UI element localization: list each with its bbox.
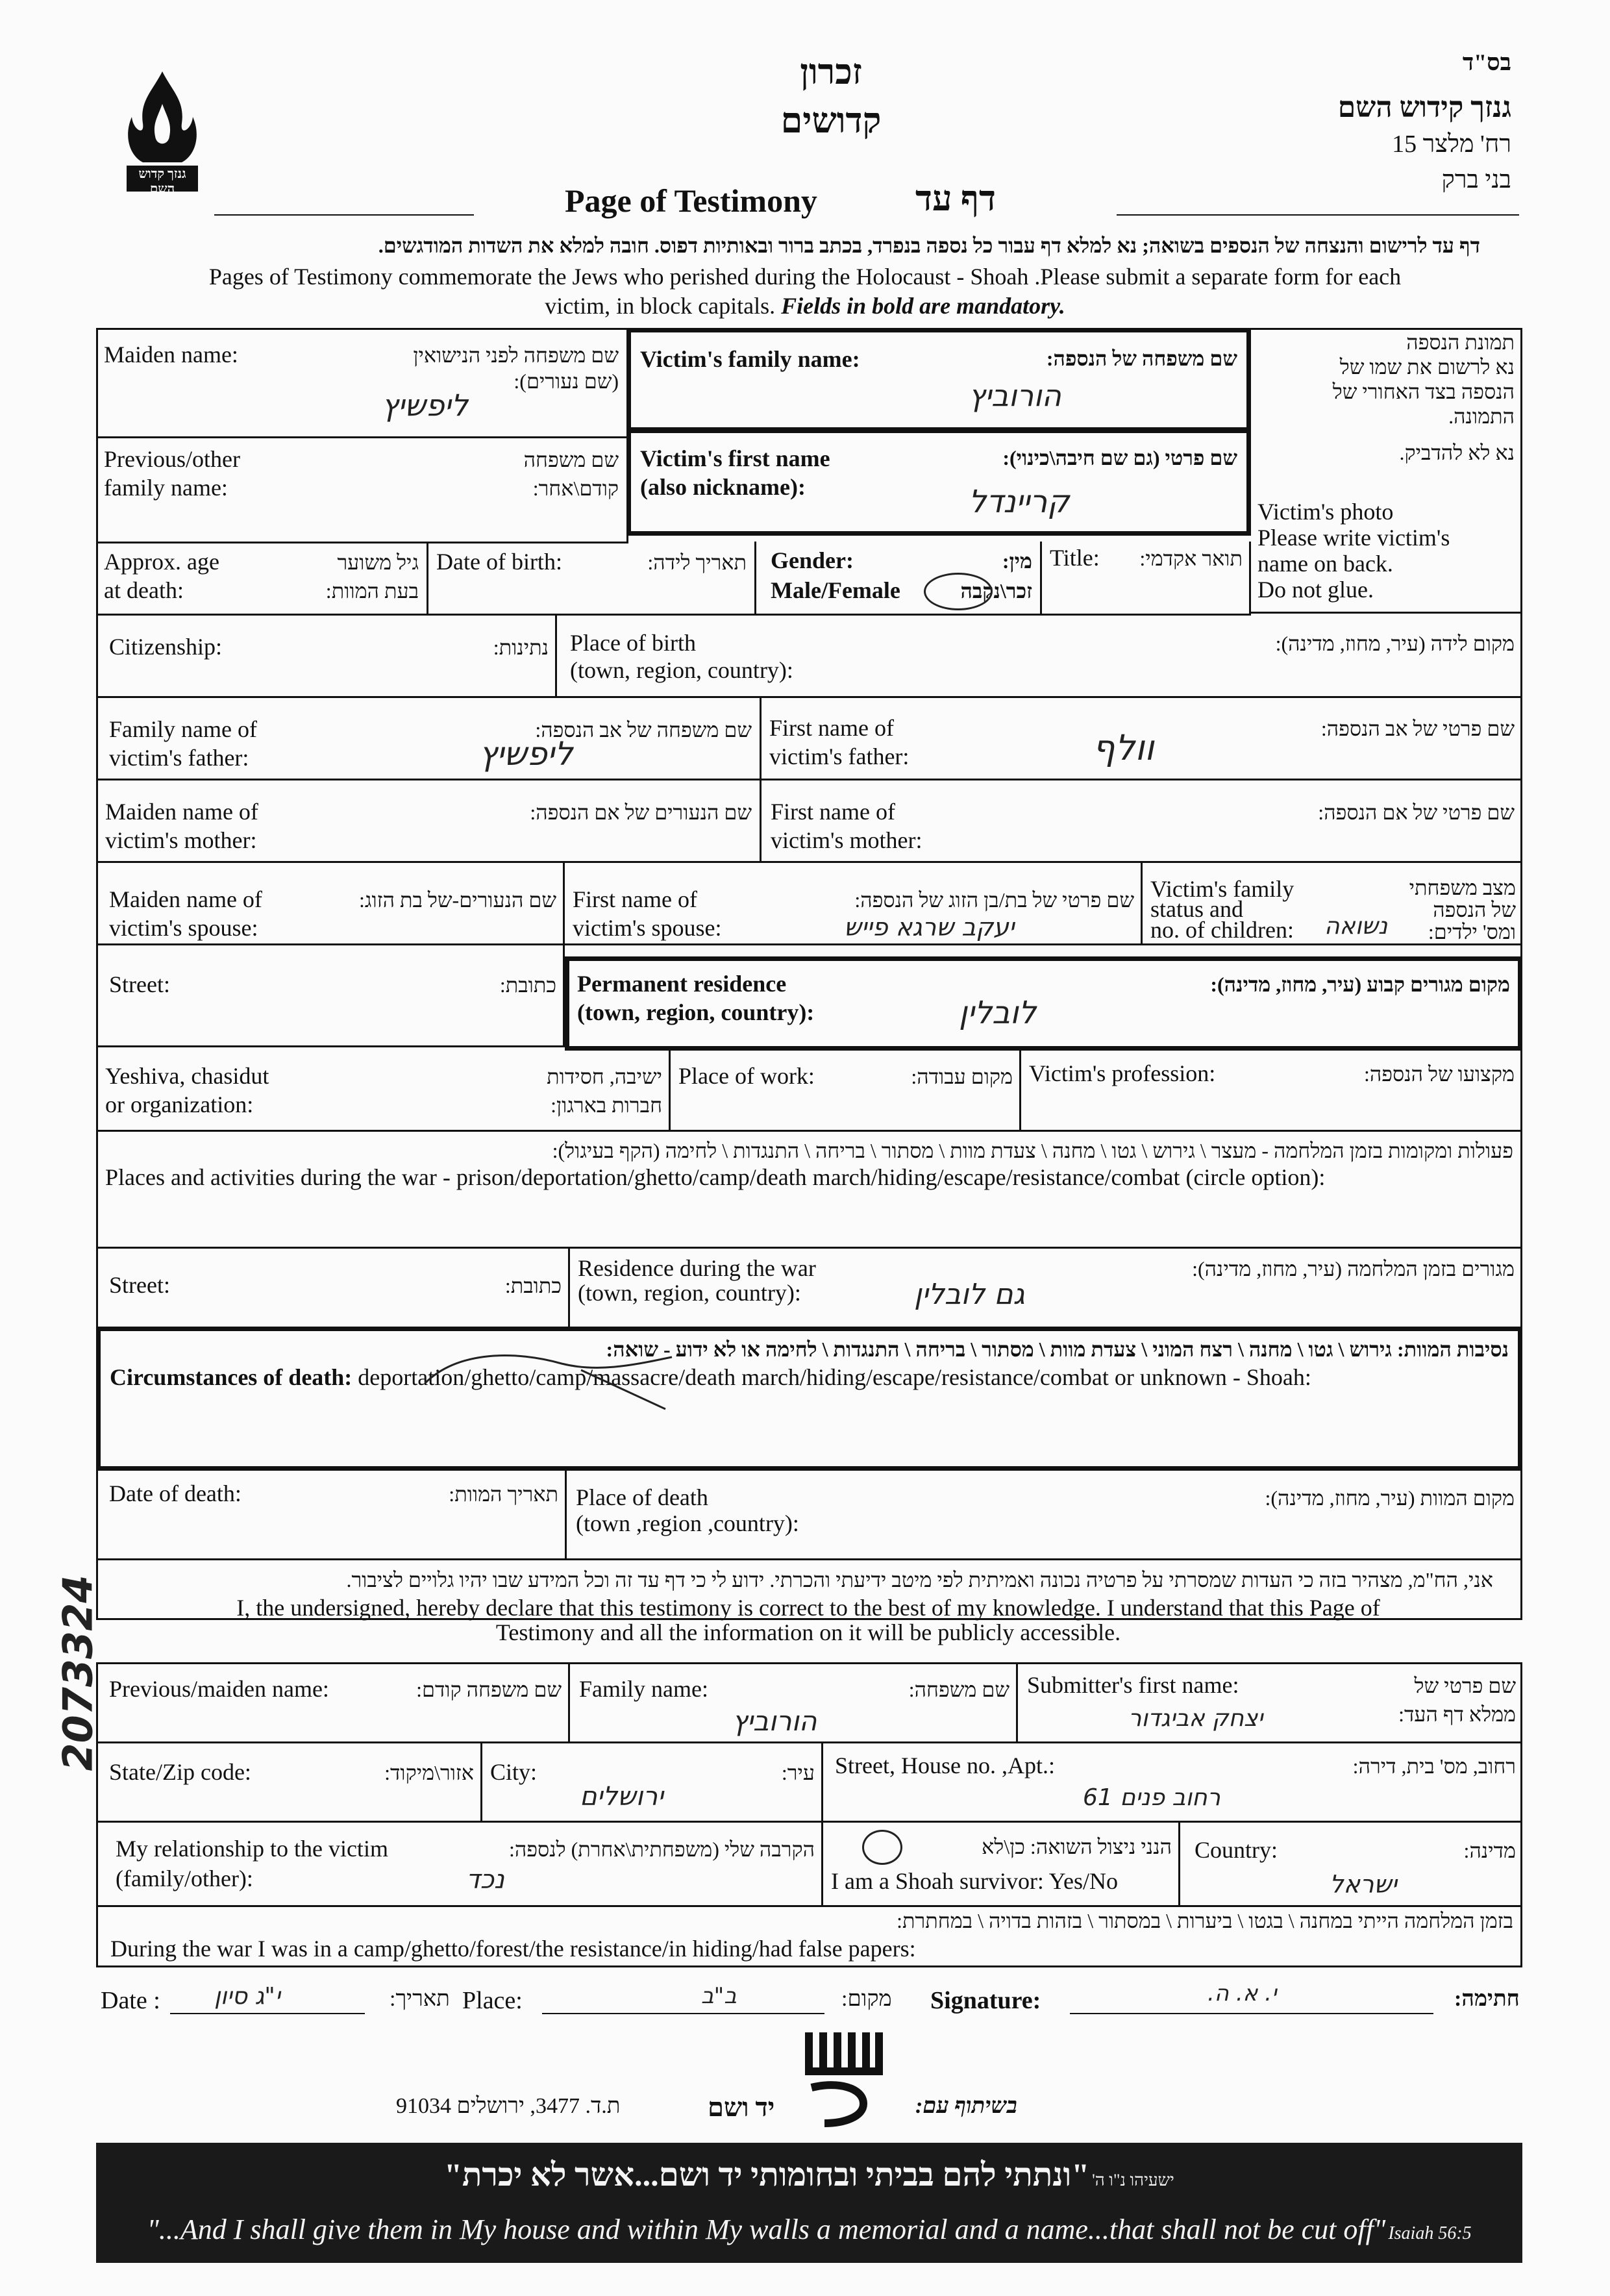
footer-signature-value[interactable]: י. א. ה. bbox=[1208, 1980, 1277, 2006]
gender-female-circle[interactable] bbox=[924, 573, 993, 610]
header-bsd: בס"ד bbox=[1462, 49, 1511, 75]
declaration-en-1: I, the undersigned, hereby declare that this testimony is correct to the best of my knowledge. I understand that this Page of bbox=[236, 1595, 1380, 1621]
submitter-country-label-he: מדינה: bbox=[1463, 1839, 1516, 1862]
title-cell bbox=[1042, 542, 1251, 616]
war-street-label: Street: bbox=[109, 1272, 170, 1298]
footer-place-label: Place: bbox=[462, 1987, 523, 2014]
profession-label-he: מקצועו של הנספה: bbox=[1363, 1062, 1515, 1086]
maiden-name-label-he: שם משפחה לפני הנישואין bbox=[413, 343, 619, 367]
mother-first-label-1: First name of bbox=[771, 799, 895, 825]
submitter-prev-label: Previous/maiden name: bbox=[109, 1676, 329, 1702]
war-activities-label: Places and activities during the war - prison/deportation/ghetto/camp/death march/hiding/escape/resistance/combat (circle option): bbox=[105, 1164, 1326, 1190]
yad-vashem-name: יד ושם bbox=[708, 2093, 775, 2122]
submitter-street-value[interactable]: רחוב פנים 61 bbox=[1083, 1784, 1220, 1811]
footer-place-label-he: מקום: bbox=[841, 1987, 892, 2011]
maiden-name-label-he-2: (שם נעורים): bbox=[514, 369, 619, 393]
submitter-zip-label-he: אזור\מיקוד: bbox=[384, 1761, 474, 1784]
page-title-en: Page of Testimony bbox=[565, 182, 817, 219]
pod-label-2: (town ,region ,country): bbox=[576, 1510, 799, 1536]
quote-banner bbox=[96, 2143, 1522, 2263]
spouse-first-cell bbox=[565, 861, 1143, 945]
citizenship-label-he: נתינות: bbox=[493, 636, 549, 659]
father-family-label-he: שם משפחה של אב הנספה: bbox=[535, 718, 752, 742]
maiden-name-cell bbox=[96, 328, 628, 438]
spouse-first-label-he: שם פרטי של בת/בן הזוג של הנספה: bbox=[854, 888, 1134, 912]
mother-first-cell bbox=[762, 779, 1522, 863]
dob-cell bbox=[428, 542, 756, 616]
footer-signature-label: Signature: bbox=[930, 1987, 1041, 2014]
spouse-maiden-label-he: שם הנעורים-של בת הזוג: bbox=[359, 888, 556, 912]
submitter-first-value[interactable]: יצחק אביגדור bbox=[1128, 1705, 1263, 1732]
spouse-maiden-label-1: Maiden name of bbox=[109, 886, 262, 912]
page-title-he: דף עד bbox=[915, 179, 996, 218]
submitter-family-label-he: שם משפחה: bbox=[908, 1678, 1009, 1701]
mother-maiden-label-2: victim's mother: bbox=[105, 827, 257, 853]
circumstances-label-he: נסיבות המוות: גירוש \ גטו \ מחנה \ רצח המוני \ צעדת מוות \ מסתור \ בריחה \ התנגדות \ לחימה או לא ידוע - שואה: bbox=[606, 1338, 1509, 1361]
workplace-cell bbox=[671, 1051, 1021, 1132]
pob-label-1: Place of birth bbox=[570, 630, 696, 656]
gender-label-he-2: זכר\נקבה bbox=[960, 579, 1032, 603]
father-first-label-2: victim's father: bbox=[769, 743, 910, 769]
citizenship-cell bbox=[96, 614, 557, 698]
footer-signature-line bbox=[1070, 2013, 1433, 2014]
war-residence-label-he: מגורים בזמן המלחמה (עיר, מחוז, מדינה): bbox=[1192, 1257, 1515, 1280]
banner-he-line bbox=[96, 2156, 1522, 2193]
dod-cell bbox=[96, 1469, 567, 1560]
photo-en-4: Do not glue. bbox=[1257, 577, 1374, 603]
prev-name-label-he-1: שם משפחה bbox=[523, 448, 619, 471]
photo-he-3: הנספה בצד האחורי של bbox=[1332, 380, 1515, 403]
mother-maiden-label-he: שם הנעורים של אם הנספה: bbox=[530, 801, 752, 824]
submitter-city-cell bbox=[482, 1741, 823, 1823]
mother-maiden-label-1: Maiden name of bbox=[105, 799, 258, 825]
victim-first-name-label-he: שם פרטי (גם שם חיבה\כינוי): bbox=[1002, 446, 1237, 469]
father-family-label-2: victim's father: bbox=[109, 745, 249, 771]
submitter-first-cell bbox=[1018, 1662, 1522, 1743]
yeshiva-label-he-2: חברות בארגון: bbox=[551, 1093, 662, 1117]
banner-he-ref: ישעיהו נ"ו ה' bbox=[1092, 2171, 1174, 2190]
submitter-first-label: Submitter's first name: bbox=[1027, 1672, 1239, 1698]
submitter-street-cell bbox=[823, 1741, 1522, 1823]
photo-en-2: Please write victim's bbox=[1257, 525, 1450, 551]
circumstances-cell[interactable] bbox=[96, 1327, 1522, 1471]
mother-first-label-he: שם פרטי של אם הנספה: bbox=[1318, 801, 1515, 824]
workplace-label-he: מקום עבודה: bbox=[911, 1065, 1013, 1088]
yad-vashem-address: ת.ד. 3477, ירושלים 91034 bbox=[396, 2094, 621, 2118]
circumstances-title: Circumstances of death: bbox=[110, 1364, 353, 1390]
title-rule-right bbox=[1117, 214, 1519, 216]
father-first-label-he: שם פרטי של אב הנספה: bbox=[1320, 717, 1515, 740]
mother-maiden-cell bbox=[96, 779, 762, 863]
gender-label-2: Male/Female bbox=[771, 577, 900, 603]
submitter-family-label: Family name: bbox=[579, 1676, 708, 1702]
submitter-prev-label-he: שם משפחה קודם: bbox=[416, 1678, 562, 1701]
citizenship-label: Citizenship: bbox=[109, 634, 222, 660]
father-family-value[interactable]: ליפשיץ bbox=[479, 735, 573, 773]
submitter-survivor-label-he: הנני ניצול השואה: כן\לא bbox=[982, 1835, 1172, 1858]
submitter-relationship-label-he: הקרבה שלי (משפחתית\אחרת) לנספה: bbox=[508, 1838, 815, 1861]
submitter-war-cell[interactable] bbox=[96, 1905, 1522, 1967]
dod-label: Date of death: bbox=[109, 1480, 242, 1506]
spouse-first-label-1: First name of bbox=[573, 886, 697, 912]
submitter-family-value[interactable]: הורוביץ bbox=[732, 1705, 817, 1737]
family-status-label-he-3: ומס' ילדים: bbox=[1428, 920, 1516, 943]
prev-name-label-he-2: קודם\אחר: bbox=[532, 477, 619, 500]
submitter-country-cell bbox=[1180, 1821, 1522, 1907]
victim-family-name-cell bbox=[626, 328, 1251, 432]
header-zikaron: זכרון bbox=[800, 53, 862, 92]
war-residence-label-1: Residence during the war bbox=[578, 1255, 816, 1281]
submitter-zip-label: State/Zip code: bbox=[109, 1759, 251, 1785]
age-label-1: Approx. age bbox=[104, 549, 219, 575]
submitter-city-label: City: bbox=[490, 1759, 538, 1785]
header-org: גנזך קידוש השם bbox=[1337, 92, 1511, 123]
header-street: רח' מלצר 15 bbox=[1392, 131, 1511, 158]
survivor-no-circle[interactable] bbox=[862, 1830, 902, 1865]
submitter-street-label: Street, House no. ,Apt.: bbox=[835, 1753, 1055, 1778]
photo-he-1: תמונת הנספה bbox=[1406, 331, 1515, 354]
permanent-residence-label-he: מקום מגורים קבוע (עיר, מחוז, מדינה): bbox=[1210, 973, 1510, 996]
yeshiva-label-he-1: ישיבה, חסידות bbox=[547, 1065, 662, 1088]
footer-place-value[interactable]: ב"ב bbox=[701, 1983, 737, 2009]
footer-date-line bbox=[170, 2013, 365, 2014]
father-family-cell bbox=[96, 696, 762, 780]
street-label: Street: bbox=[109, 971, 170, 997]
declaration-en-2: Testimony and all the information on it will be publicly accessible. bbox=[495, 1619, 1121, 1645]
permanent-residence-label-1: Permanent residence bbox=[577, 971, 787, 997]
profession-cell bbox=[1021, 1051, 1522, 1132]
pob-label-he: מקום לידה (עיר, מחוז, מדינה): bbox=[1275, 632, 1515, 655]
permanent-residence-cell bbox=[565, 956, 1522, 1051]
footer-place-line bbox=[542, 2013, 824, 2014]
title-label: Title: bbox=[1050, 545, 1100, 571]
war-street-cell bbox=[96, 1247, 570, 1330]
submitter-relationship-cell bbox=[96, 1821, 823, 1907]
war-street-label-he: כתובת: bbox=[504, 1274, 562, 1297]
intro-en-mandatory: Fields in bold are mandatory. bbox=[781, 293, 1065, 319]
spouse-first-label-2: victim's spouse: bbox=[573, 915, 722, 941]
spouse-first-value[interactable]: יעקב שרגא פייש bbox=[844, 913, 1015, 942]
yad-vashem-logo bbox=[799, 2026, 889, 2130]
submitter-war-label-he: בזמן המלחמה הייתי במחנה \ בגטו \ ביערות \ במסתור \ בזהות בדויה \ במחתרת: bbox=[897, 1909, 1513, 1932]
photo-he-4: התמונה. bbox=[1448, 405, 1515, 428]
banner-en-line bbox=[96, 2213, 1522, 2246]
footer-date-label: Date : bbox=[101, 1987, 160, 2014]
circumstances-label bbox=[110, 1364, 1311, 1391]
header-city: בני ברק bbox=[1441, 166, 1511, 193]
photo-he-2: נא לרשום את שמו של bbox=[1339, 355, 1515, 379]
logo bbox=[114, 65, 211, 195]
gender-cell bbox=[756, 542, 1042, 616]
submitter-relationship-label-1: My relationship to the victim bbox=[116, 1836, 388, 1862]
family-status-label-3: no. of children: bbox=[1150, 917, 1294, 943]
intro-he: דף עד לרישום והנצחה של הנספים בשואה; נא למלא דף עבור כל נספה בנפרד, בכתב ברור ובאותיות דפוס. חובה למלא את השדות המודגשים. bbox=[378, 234, 1480, 257]
header-kedoshim: קדושים bbox=[780, 101, 882, 140]
title-rule-left bbox=[214, 214, 474, 216]
pod-label-1: Place of death bbox=[576, 1484, 708, 1510]
workplace-label: Place of work: bbox=[678, 1063, 815, 1089]
submitter-city-value[interactable]: ירושלים bbox=[580, 1782, 663, 1812]
submitter-first-label-he-1: שם פרטי של bbox=[1414, 1674, 1516, 1697]
family-status-label-2: status and bbox=[1150, 896, 1243, 922]
submitter-zip-cell bbox=[96, 1741, 482, 1823]
pob-cell bbox=[557, 614, 1522, 698]
victim-first-name-label-2: (also nickname): bbox=[640, 474, 806, 500]
submitter-war-label: During the war I was in a camp/ghetto/forest/the resistance/in hiding/had false papers: bbox=[110, 1936, 916, 1962]
submitter-survivor-cell bbox=[823, 1821, 1180, 1907]
permanent-residence-value[interactable]: לובלין bbox=[959, 995, 1037, 1031]
submitter-country-value[interactable]: ישראל bbox=[1330, 1870, 1397, 1899]
footer-signature-label-he: חתימה: bbox=[1454, 1987, 1520, 2011]
war-activities-cell[interactable] bbox=[96, 1130, 1522, 1249]
submitter-city-label-he: עיר: bbox=[781, 1761, 815, 1784]
victim-first-name-label-1: Victim's first name bbox=[640, 445, 830, 471]
street-label-he: כתובת: bbox=[499, 973, 556, 997]
submitter-country-label: Country: bbox=[1195, 1837, 1278, 1863]
photo-he-5: נא לא להדביק. bbox=[1399, 441, 1515, 464]
permanent-residence-label-2: (town, region, country): bbox=[577, 999, 815, 1025]
gender-label-1: Gender: bbox=[771, 547, 854, 573]
title-label-he: תואר אקדמי: bbox=[1139, 547, 1243, 570]
yeshiva-cell bbox=[96, 1051, 671, 1132]
maiden-name-value[interactable]: ליפשיץ bbox=[382, 388, 468, 423]
family-status-cell bbox=[1143, 861, 1522, 945]
victim-first-name-value[interactable]: קריינדל bbox=[969, 484, 1070, 520]
pob-label-2: (town, region, country): bbox=[570, 657, 793, 683]
margin-record-number: 2073324 bbox=[54, 1575, 102, 1771]
submitter-street-label-he: רחוב, מס' בית, דירה: bbox=[1352, 1754, 1516, 1778]
gender-label-he-1: מין: bbox=[1002, 549, 1032, 573]
father-first-value[interactable]: וולף bbox=[1093, 727, 1154, 768]
pod-cell bbox=[567, 1469, 1522, 1560]
war-activities-label-he: פעולות ומקומות בזמן המלחמה - מעצר \ גירוש \ גטו \ מחנה \ צעדת מוות \ מסתור \ בריחה \ התנגדות \ לחימה (הקף בעיגול): bbox=[552, 1139, 1513, 1162]
war-residence-cell bbox=[570, 1247, 1522, 1330]
photo-en-1: Victim's photo bbox=[1257, 499, 1394, 525]
photo-box[interactable] bbox=[1251, 328, 1522, 614]
menorah-logo-icon bbox=[799, 2026, 889, 2130]
mother-first-label-2: victim's mother: bbox=[771, 827, 923, 853]
intro-en-2 bbox=[110, 292, 1500, 319]
yeshiva-label-1: Yeshiva, chasidut bbox=[105, 1063, 269, 1089]
war-residence-label-2: (town, region, country): bbox=[578, 1280, 801, 1306]
footer-date-label-he: תאריך: bbox=[390, 1987, 450, 2011]
spouse-maiden-cell bbox=[96, 861, 565, 945]
victim-first-name-cell bbox=[626, 429, 1251, 536]
circumstances-scribble-icon bbox=[419, 1344, 678, 1416]
age-label-he-2: בעת המוות: bbox=[325, 579, 419, 603]
pod-label-he: מקום המוות (עיר, מחוז, מדינה): bbox=[1265, 1486, 1515, 1510]
maiden-name-label: Maiden name: bbox=[104, 342, 238, 368]
street-cell bbox=[96, 943, 565, 1047]
submitter-relationship-label-2: (family/other): bbox=[116, 1866, 253, 1891]
war-residence-value[interactable]: גם לובלין bbox=[914, 1278, 1025, 1311]
family-status-value[interactable]: נשואה bbox=[1324, 913, 1388, 940]
intro-en-line2: victim, in block capitals. bbox=[545, 293, 776, 319]
intro-en-1 bbox=[110, 263, 1500, 290]
banner-en-quote: "...And I shall give them in My house and within My walls a memorial and a name...that shall not be cut off" bbox=[147, 2214, 1386, 2245]
age-cell bbox=[96, 542, 428, 616]
dob-label-he: תאריך לידה: bbox=[647, 551, 747, 574]
father-first-cell bbox=[762, 696, 1522, 780]
yeshiva-label-2: or organization: bbox=[105, 1092, 254, 1117]
banner-en-ref: Isaiah 56:5 bbox=[1388, 2223, 1472, 2243]
victim-family-name-value[interactable]: הורוביץ bbox=[969, 378, 1061, 413]
age-label-2: at death: bbox=[104, 577, 184, 603]
victim-family-name-label-he: שם משפחה של הנספה: bbox=[1046, 347, 1237, 370]
photo-en-3: name on back. bbox=[1257, 551, 1393, 577]
submitter-family-cell bbox=[570, 1662, 1018, 1743]
submitter-survivor-label: I am a Shoah survivor: Yes/No bbox=[831, 1868, 1118, 1894]
submitter-relationship-value[interactable]: נכד bbox=[466, 1865, 505, 1895]
profession-label: Victim's profession: bbox=[1029, 1060, 1216, 1086]
circumstances-options: deportation/ghetto/camp/massacre/death march/hiding/escape/resistance/combat or unknown - Shoah: bbox=[358, 1364, 1311, 1390]
dob-label: Date of birth: bbox=[436, 549, 562, 575]
partner-label: בשיתוף עם: bbox=[915, 2094, 1017, 2118]
prev-name-cell bbox=[96, 436, 628, 543]
intro-en-line1: Pages of Testimony commemorate the Jews who perished during the Holocaust - Shoah .Please submit a separate form for each bbox=[208, 264, 1402, 290]
family-status-label-he-1: מצב משפחתי bbox=[1409, 876, 1516, 899]
declaration-he: אני, הח"מ, מצהיר בזה כי העדות שמסרתי על פרטיה נכונה ואמיתית לפי מיטב ידיעתי והכרתי. ידוע לי כי דף עד זה וכל המידע שבו יהיו גלויים לציבור. bbox=[346, 1568, 1493, 1591]
banner-he-quote: "ונתתי להם בביתי ובחומותי יד ושם...אשר לא יכרת" bbox=[444, 2156, 1090, 2193]
prev-name-label-1: Previous/other bbox=[104, 446, 240, 472]
father-first-label-1: First name of bbox=[769, 715, 894, 741]
submitter-prev-cell bbox=[96, 1662, 570, 1743]
father-family-label-1: Family name of bbox=[109, 716, 257, 742]
spouse-maiden-label-2: victim's spouse: bbox=[109, 915, 258, 941]
prev-name-label-2: family name: bbox=[104, 475, 228, 501]
dod-label-he: תאריך המוות: bbox=[449, 1482, 558, 1506]
logo-text: גנזך קדוש השם bbox=[138, 167, 186, 196]
age-label-he-1: גיל משוער bbox=[337, 551, 419, 574]
victim-family-name-label: Victim's family name: bbox=[640, 346, 860, 372]
submitter-first-label-he-2: ממלא דף העד: bbox=[1398, 1703, 1516, 1726]
family-status-label-he-2: של הנספה bbox=[1433, 898, 1516, 921]
footer-date-value[interactable]: י"ג סיון bbox=[214, 1983, 280, 2010]
family-status-label-1: Victim's family bbox=[1150, 876, 1294, 902]
